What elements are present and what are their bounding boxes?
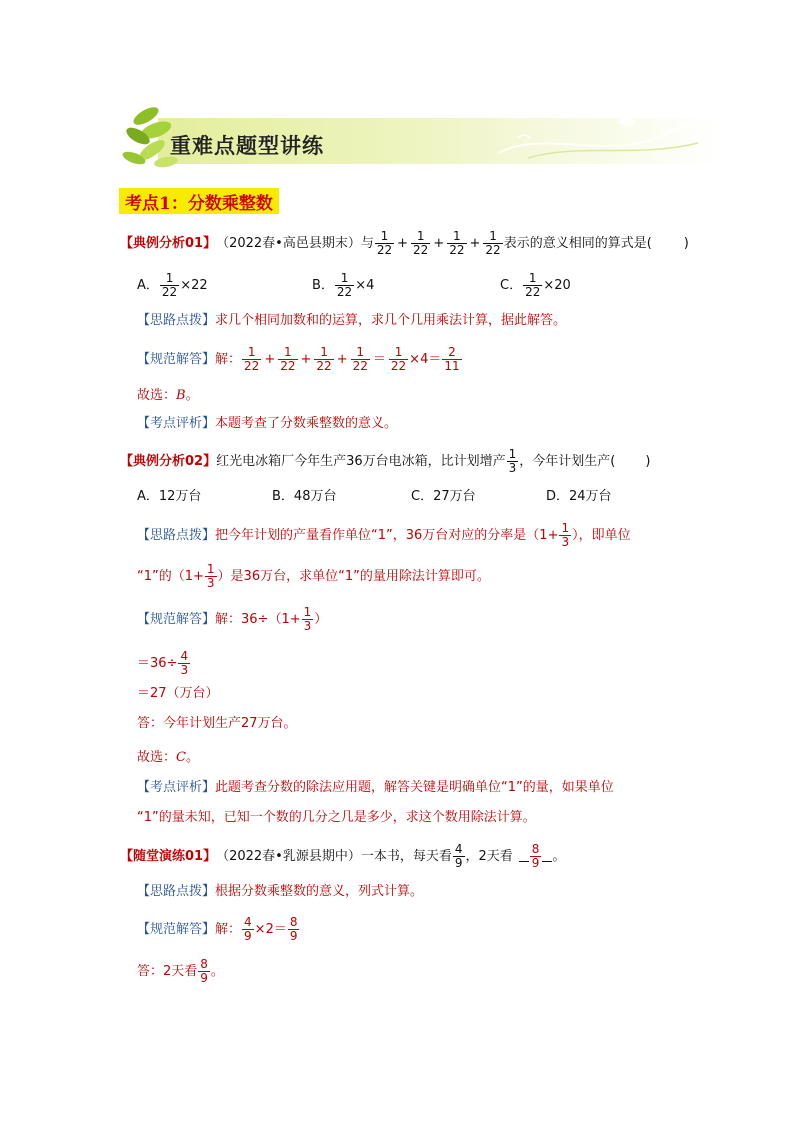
e1-solution: 【规范解答】 解： $\frac{1}{22}$ + $\frac{1}{22}$ + $\frac{1}{22}$ + $\frac{1}{22}$ ＝ $\frac{1}{22}$ ×4＝ $\frac{2}{11}$	[137, 345, 460, 373]
swirl-decoration-icon	[488, 108, 728, 168]
e2-solution-3: ＝27（万台）	[137, 686, 219, 701]
e2-option-d: D．24万台	[546, 489, 612, 504]
p1-hint: 【思路点拨】 根据分数乘整数的意义，列式计算。	[137, 884, 424, 899]
e2-hint-line1: 【思路点拨】 把今年计划的产量看作单位“1”，36万台对应的分率是（1+ $\frac{1}{3}$ ），即单位	[137, 521, 631, 549]
e2-question: 【典例分析02】 红光电冰箱厂今年生产36万台电冰箱，比计划增产 $\frac{1}{3}$ ，今年计划生产( )	[120, 447, 651, 475]
e2-answer: 答：今年计划生产27万台。	[137, 716, 297, 731]
e1-hint-text: 求几个相同加数和的运算，求几个几用乘法计算，据此解答。	[215, 313, 567, 328]
e2-solution-1: 【规范解答】 解：36÷（1+ $\frac{1}{3}$ ）	[137, 605, 328, 633]
e1-hint-tag: 【思路点拨】	[137, 313, 216, 328]
e1-choice: 故选： B 。	[137, 388, 199, 403]
e2-option-c: C．27万台	[411, 489, 476, 504]
e1-option-c: C． $\frac{1}{22}$ ×20	[500, 271, 571, 299]
e2-eval-line1: 【考点评析】 此题考查分数的除法应用题，解答关键是明确单位“1”的量，如果单位	[137, 780, 614, 795]
e1-source: （2022春•高邑县期末）与	[216, 235, 374, 251]
e2-eval-line2: “1”的量未知，已知一个数的几分之几是多少，求这个数用除法计算。	[137, 810, 536, 825]
e2-choice: 故选： C 。	[137, 750, 199, 765]
kaodian-heading: 考点1：分数乘整数	[119, 188, 279, 214]
e1-frac-4: $\frac{1}{22}$	[485, 229, 501, 257]
e1-hint	[137, 311, 566, 331]
e1-eval: 【考点评析】 本题考查了分数乘整数的意义。	[137, 416, 398, 431]
e1-option-b: B． $\frac{1}{22}$ ×4	[312, 271, 375, 299]
section-title: 重难点题型讲练	[170, 134, 324, 158]
e1-frac-3: $\frac{1}{22}$	[449, 229, 465, 257]
p1-answer-blank: $\frac{8}{9}$	[519, 843, 553, 870]
p1-question: 【随堂演练01】 （2022春•乳源县期中）一本书，每天看 $\frac{4}{9}$ ，2天看 $\frac{8}{9}$ 。	[120, 842, 566, 870]
p1-solution: 【规范解答】 解： $\frac{4}{9}$ ×2＝ $\frac{8}{9}$	[137, 915, 298, 943]
e2-option-a: A．12万台	[137, 489, 202, 504]
e1-tag: 【典例分析01】	[120, 235, 217, 251]
e1-question: 【典例分析01】 （2022春•高邑县期末）与 $\frac{1}{22}$ + $\frac{1}{22}$ + $\frac{1}{22}$ + $\frac{1}{22}$ 表示的意义相同的算式是( )	[120, 229, 689, 257]
e1-frac-2: $\frac{1}{22}$	[413, 229, 429, 257]
e1-stem-tail: 表示的意义相同的算式是(	[503, 235, 652, 251]
p1-tag: 【随堂演练01】	[120, 848, 217, 864]
e2-solution-2: ＝36÷ $\frac{4}{3}$	[137, 649, 189, 677]
e2-option-b: B．48万台	[272, 489, 337, 504]
e1-option-a: A． $\frac{1}{22}$ ×22	[137, 271, 208, 299]
p1-answer: 答：2天看 $\frac{8}{9}$ 。	[137, 957, 224, 985]
e1-frac-1: $\frac{1}{22}$	[376, 229, 393, 257]
e2-tag: 【典例分析02】	[120, 453, 217, 469]
e2-hint-line2: “1”的（1+ $\frac{1}{3}$ ）是36万台，求单位“1”的量用除法计算即可。	[137, 562, 490, 590]
e1-stem-close: )	[683, 235, 689, 251]
